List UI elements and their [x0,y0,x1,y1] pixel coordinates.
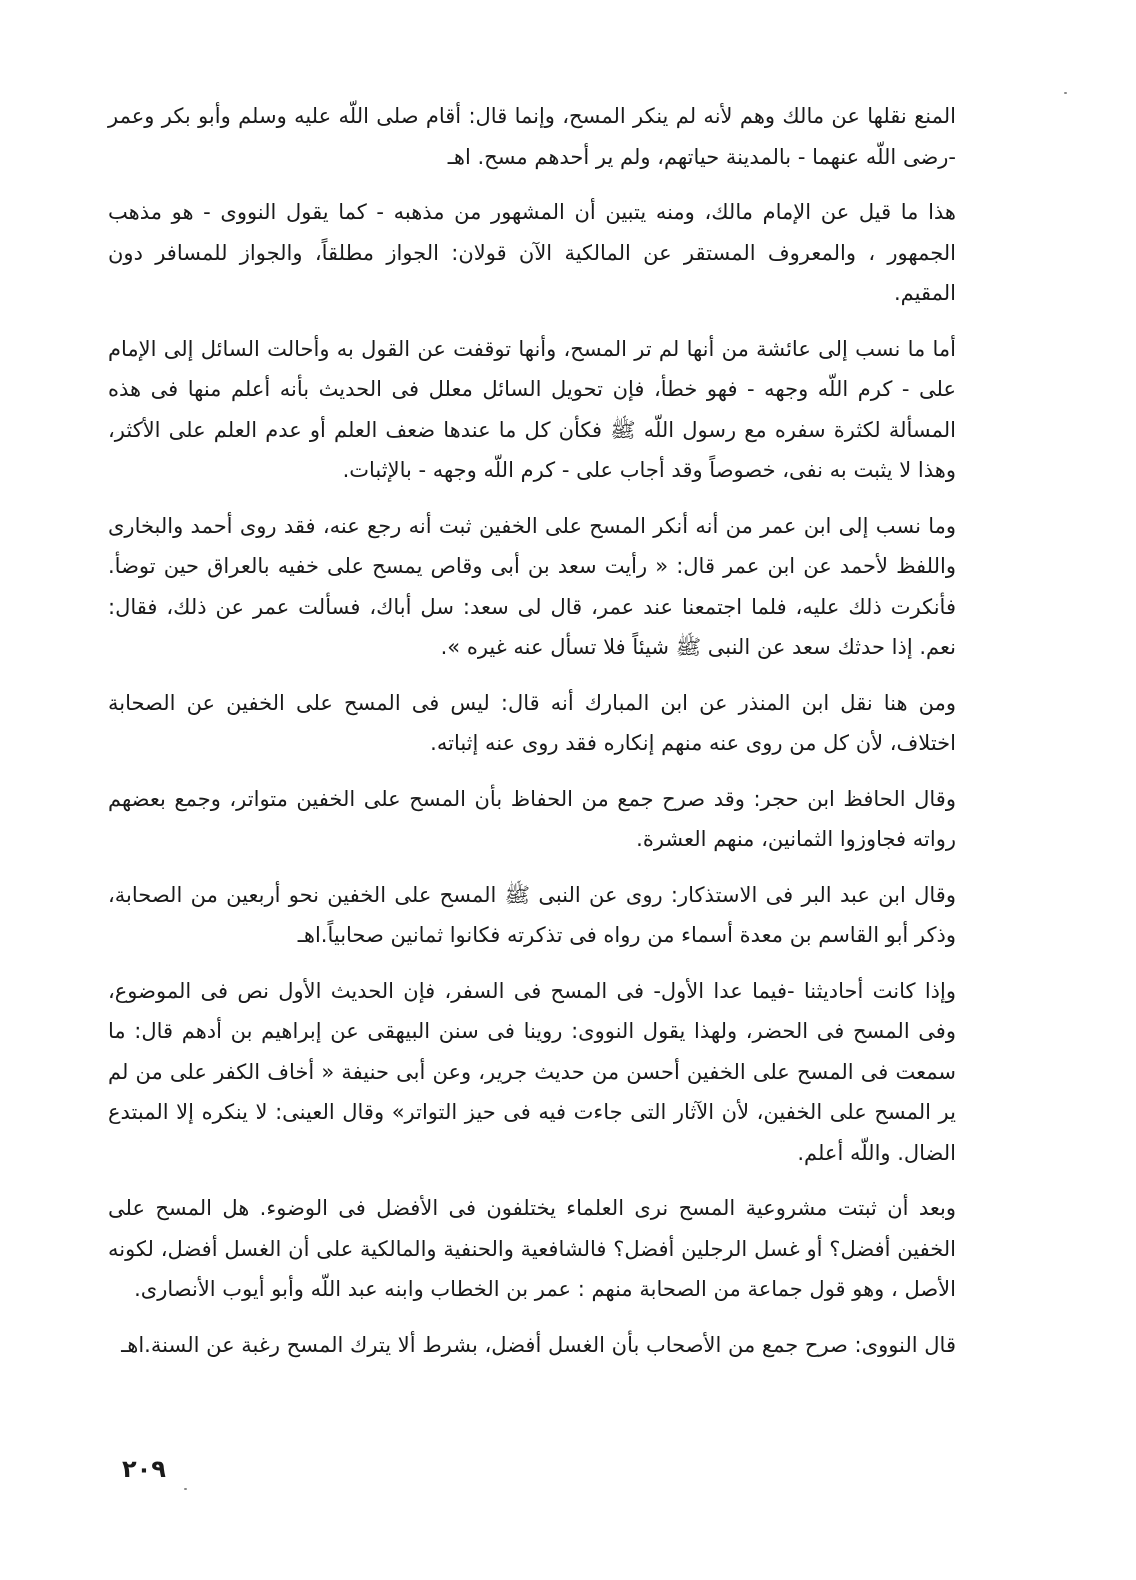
paragraph: وقال الحافظ ابن حجر: وقد صرح جمع من الحفاظ بأن المسح على الخفين متواتر، وجمع بعضهم رواته فجاوزوا الثمانين، منهم العشرة. [108,786,956,851]
paragraph: وإذا كانت أحاديثنا -فيما عدا الأول- فى المسح فى السفر، فإن الحديث الأول نص فى الموضوع، وفى المسح فى الحضر، ولهذا يقول النووى: روينا فى سنن البيهقى عن إبراهيم بن أدهم قال: ما سمعت فى المسح على الخفين أحسن من حديث جرير، وعن أبى حنيفة « أخاف الكفر على من لم ير المسح على الخفين، لأن الآثار التى جاءت فيه فى حيز التواتر» وقال العينى: لا ينكره إلا المبتدع الضال. واللّه أعلم. [108,978,956,1165]
page-body [108,96,956,1380]
paragraph: أما ما نسب إلى عائشة من أنها لم تر المسح، وأنها توقفت عن القول به وأحالت السائل إلى الإمام على - كرم اللّه وجهه - فهو خطأ، فإن تحويل السائل معلل فى الحديث بأنه أعلم منها فى هذه المسألة لكثرة سفره مع رسول اللّه ﷺ فكأن كل ما عندها ضعف العلم أو عدم العلم على الأكثر، وهذا لا يثبت به نفى، خصوصاً وقد أجاب على - كرم اللّه وجهه - بالإثبات. [108,336,956,482]
paragraph: وما نسب إلى ابن عمر من أنه أنكر المسح على الخفين ثبت أنه رجع عنه، فقد روى أحمد والبخارى واللفظ لأحمد عن ابن عمر قال: « رأيت سعد بن أبى وقاص يمسح على خفيه بالعراق حين توضأ. فأنكرت ذلك عليه، فلما اجتمعنا عند عمر، قال لى سعد: سل أباك، فسألت عمر عن ذلك، فقال: نعم. إذا حدثك سعد عن النبى ﷺ شيئاً فلا تسأل عنه غيره ». [108,513,956,659]
scan-speck [1064,92,1067,94]
paragraph: وبعد أن ثبتت مشروعية المسح نرى العلماء يختلفون فى الأفضل فى الوضوء. هل المسح على الخفين أفضل؟ أو غسل الرجلين أفضل؟ فالشافعية والحنفية والمالكية على أن الغسل أفضل، لكونه الأصل ، وهو قول جماعة من الصحابة منهم : عمر بن الخطاب وابنه عبد اللّه وأبو أيوب الأنصارى. [108,1196,956,1301]
paragraph: هذا ما قيل عن الإمام مالك، ومنه يتبين أن المشهور من مذهبه - كما يقول النووى - هو مذهب الجمهور ، والمعروف المستقر عن المالكية الآن قولان: الجواز مطلقاً، والجواز للمسافر دون المقيم. [108,200,956,305]
paragraph: قال النووى: صرح جمع من الأصحاب بأن الغسل أفضل، بشرط ألا يترك المسح رغبة عن السنة.اهـ [121,1332,956,1357]
paragraph: المنع نقلها عن مالك وهم لأنه لم ينكر المسح، وإنما قال: أقام صلى اللّه عليه وسلم وأبو بكر وعمر -رضى اللّه عنهما - بالمدينة حياتهم، ولم ير أحدهم مسح. اهـ [108,104,956,169]
paragraph: ومن هنا نقل ابن المنذر عن ابن المبارك أنه قال: ليس فى المسح على الخفين عن الصحابة اختلاف، لأن كل من روى عنه منهم إنكاره فقد روى عنه إثباته. [108,690,956,755]
page-number: ٢٠٩ [122,1455,166,1483]
scan-speck [184,1488,187,1490]
paragraph: وقال ابن عبد البر فى الاستذكار: روى عن النبى ﷺ المسح على الخفين نحو أربعين من الصحابة، وذكر أبو القاسم بن معدة أسماء من رواه فى تذكرته فكانوا ثمانين صحابياً.اهـ [108,882,956,947]
